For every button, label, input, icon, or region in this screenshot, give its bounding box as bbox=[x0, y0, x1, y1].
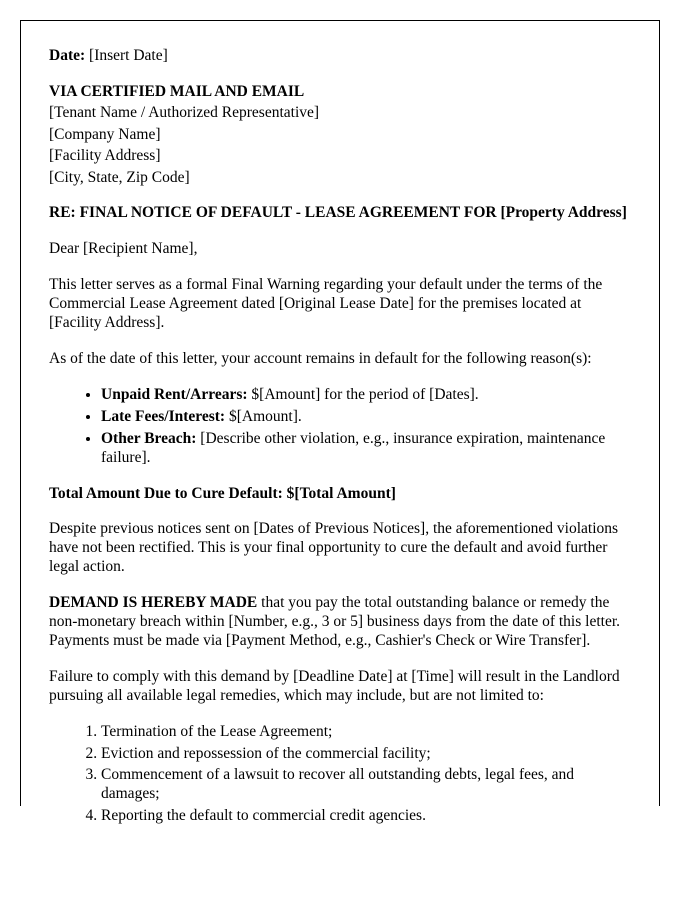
remedy-item: 1. Termination of the Lease Agreement; bbox=[101, 723, 631, 742]
default-reasons-intro: As of the date of this letter, your account remains in default for the following reason(s): bbox=[49, 349, 592, 367]
default-reason-label: Unpaid Rent/Arrears: bbox=[101, 385, 248, 403]
city-state-zip-line: [City, State, Zip Code] bbox=[49, 168, 190, 186]
date-label: Date: bbox=[49, 47, 86, 64]
subject-line: RE: FINAL NOTICE OF DEFAULT - LEASE AGREEMENT FOR [Property Address] bbox=[49, 204, 627, 222]
failure-consequences-paragraph: Failure to comply with this demand by [Deadline Date] at [Time] will result in the Landlord pursuing all available legal remedies, which may include, but are not limited to: bbox=[49, 667, 620, 704]
default-reason-text: [Describe other violation, e.g., insurance expiration, maintenance failure]. bbox=[101, 429, 606, 466]
remedy-item: 4. Reporting the default to commercial credit agencies. bbox=[101, 807, 631, 826]
company-name-line: [Company Name] bbox=[49, 125, 161, 143]
default-reason-label: Other Breach: bbox=[101, 429, 197, 447]
recipient-block bbox=[49, 83, 631, 188]
date-value: [Insert Date] bbox=[85, 47, 168, 64]
recipient-name-line: [Tenant Name / Authorized Representative] bbox=[49, 104, 320, 122]
total-due-line: Total Amount Due to Cure Default: $[Total Amount] bbox=[49, 484, 396, 502]
letter-frame bbox=[20, 20, 660, 825]
demand-paragraph bbox=[49, 594, 631, 651]
remedy-item: 3. Commencement of a lawsuit to recover all outstanding debts, legal fees, and damages; bbox=[101, 766, 631, 804]
remedy-item: 2. Eviction and repossession of the commercial facility; bbox=[101, 745, 631, 764]
default-reason-text: $[Amount]. bbox=[225, 407, 302, 425]
intro-paragraph: This letter serves as a formal Final Warning regarding your default under the terms of the Commercial Lease Agreement dated [Original Lease Date] for the premises located at [Facility Address]. bbox=[49, 276, 603, 332]
default-reasons-list bbox=[49, 386, 631, 468]
facility-address-line: [Facility Address] bbox=[49, 147, 161, 165]
demand-label: DEMAND IS HEREBY MADE bbox=[49, 594, 258, 612]
default-reason-item bbox=[101, 386, 631, 405]
default-reason-text: $[Amount] for the period of [Dates]. bbox=[247, 385, 479, 403]
default-reason-label: Late Fees/Interest: bbox=[101, 407, 226, 425]
remedies-list bbox=[49, 723, 631, 827]
demand-text: that you pay the total outstanding balance or remedy the non-monetary breach within [Number, e.g., 3 or 5] business days from the date of this letter. Payments must be made via [Payment Method, e.g., Cashier's Check or Wire Transfer]. bbox=[49, 594, 621, 649]
delivery-method-line: VIA CERTIFIED MAIL AND EMAIL bbox=[49, 82, 305, 100]
previous-notices-paragraph: Despite previous notices sent on [Dates of Previous Notices], the aforementioned violations have not been rectified. This is your final opportunity to cure the default and avoid further legal action. bbox=[49, 520, 619, 576]
default-reason-item bbox=[101, 430, 631, 468]
default-reason-item bbox=[101, 408, 631, 427]
salutation: Dear [Recipient Name], bbox=[49, 240, 198, 258]
date-line bbox=[49, 47, 631, 66]
